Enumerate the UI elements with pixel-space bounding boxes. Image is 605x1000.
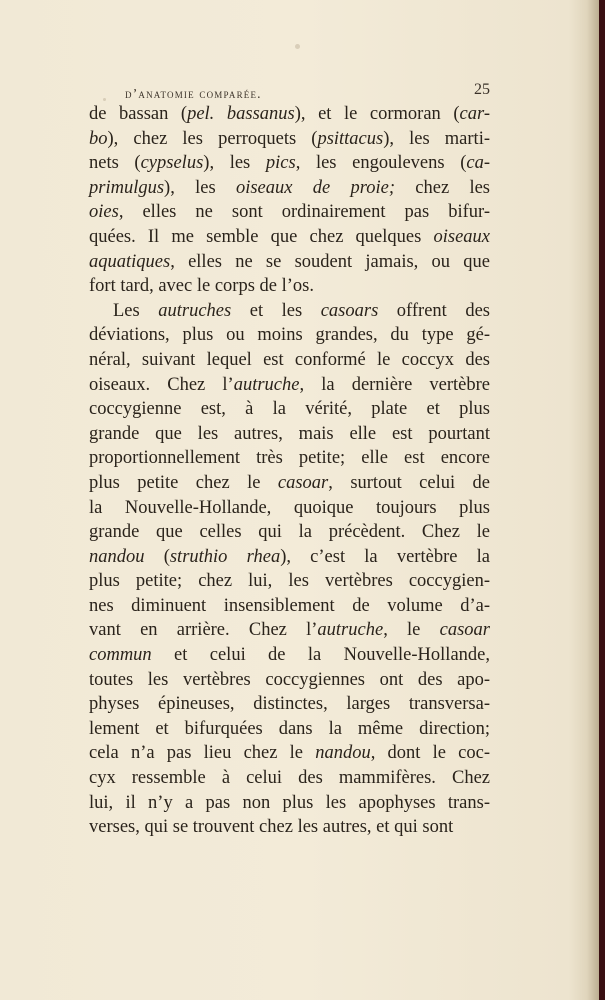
italic-text: oiseaux de proie;	[235, 177, 396, 198]
text-line	[89, 618, 490, 643]
text-run: chez les	[395, 177, 491, 198]
text-run: , surtout celui de	[328, 472, 490, 493]
text-run: oiseaux. Chez l’	[89, 374, 234, 395]
text-run: , elles ne sont ordinairement pas bifur-	[118, 202, 490, 223]
text-run: cela n’a pas lieu chez le	[89, 743, 316, 764]
text-line	[89, 127, 490, 152]
text-run: Les	[113, 300, 159, 321]
text-run: et celui de la Nouvelle-Hollande,	[151, 645, 490, 666]
text-run: toutes les vertèbres coccygiennes ont des apo-	[89, 669, 490, 690]
text-line	[89, 815, 490, 840]
text-run: physes épineuses, distinctes, larges transversa-	[89, 694, 490, 715]
body-text	[89, 102, 490, 840]
italic-text: car-	[459, 104, 490, 124]
text-run: ), c’est la vertèbre la	[280, 546, 490, 567]
italic-text: nandou	[315, 743, 371, 764]
text-run: (	[144, 546, 170, 567]
text-line	[89, 791, 490, 816]
text-run: vant en arrière. Chez l’	[89, 620, 318, 641]
running-title: d’anatomie comparée.	[125, 86, 262, 101]
italic-text: casoar	[439, 620, 490, 641]
text-run: cyx ressemble à celui des mammifères. Chez	[89, 768, 490, 789]
text-run: et les	[231, 300, 321, 321]
page-header	[89, 80, 490, 104]
italic-text: aquatiques	[89, 251, 171, 272]
text-run: ), les	[164, 177, 236, 198]
italic-text: autruche	[317, 620, 384, 641]
italic-text: nandou	[89, 546, 145, 567]
italic-text: bo	[89, 128, 108, 149]
text-line	[89, 496, 490, 521]
text-run: la Nouvelle-Hollande, quoique toujours plus	[89, 497, 490, 518]
text-line	[89, 225, 490, 250]
text-run: , la dernière vertèbre	[299, 374, 490, 395]
text-run: lement et bifurquées dans la même direction;	[89, 718, 490, 739]
italic-text: primulgus	[89, 177, 165, 198]
text-line	[89, 643, 490, 668]
text-line	[89, 422, 490, 447]
italic-text: ca-	[466, 153, 490, 174]
text-run: ), et le cormoran (	[294, 104, 460, 124]
text-run: de bassan (	[89, 104, 188, 124]
text-run: plus petite; chez lui, les vertèbres coccygien-	[89, 571, 490, 592]
italic-text: psittacus	[317, 128, 384, 149]
text-run: nets (	[89, 153, 141, 174]
page-number: 25	[474, 81, 490, 98]
page-edge	[599, 0, 605, 1000]
text-line	[89, 323, 490, 348]
text-line	[89, 741, 490, 766]
text-line	[89, 471, 490, 496]
italic-text: autruche	[233, 374, 300, 395]
italic-text: pel. bassanus	[187, 104, 295, 124]
text-line	[89, 446, 490, 471]
text-run: plus petite chez le	[89, 472, 278, 493]
text-run: proportionnellement très petite; elle est encore	[89, 448, 490, 469]
text-run: grande que celles qui la précèdent. Chez le	[89, 522, 490, 543]
text-run: , dont le coc-	[370, 743, 490, 764]
italic-text: struthio rhea	[169, 546, 281, 567]
text-line	[89, 176, 490, 201]
text-line	[89, 717, 490, 742]
text-run: verses, qui se trouvent chez les autres, et qui sont	[89, 817, 454, 838]
text-run: , elles ne se soudent jamais, ou que	[170, 251, 490, 272]
italic-text: commun	[89, 645, 152, 666]
italic-text: cypselus	[140, 153, 204, 174]
text-run: , le	[383, 620, 440, 641]
paper-stain	[295, 44, 300, 49]
text-run: quées. Il me semble que chez quelques	[89, 226, 434, 247]
text-line	[89, 397, 490, 422]
text-run: nes diminuent insensiblement de volume d’a-	[89, 595, 490, 616]
text-run: coccygienne est, à la vérité, plate et plus	[89, 399, 490, 420]
text-run: néral, suivant lequel est conformé le coccyx des	[89, 349, 490, 370]
text-line	[89, 520, 490, 545]
text-line	[89, 151, 490, 176]
text-line	[89, 569, 490, 594]
text-run: déviations, plus ou moins grandes, du type gé-	[89, 325, 490, 346]
text-line	[89, 274, 490, 299]
text-line	[89, 594, 490, 619]
text-run: offrent des	[378, 300, 490, 321]
italic-text: oiseaux	[433, 226, 490, 247]
text-run: grande que les autres, mais elle est pourtant	[89, 423, 490, 444]
text-run: lui, il n’y a pas non plus les apophyses trans-	[89, 792, 490, 813]
text-run: ), les	[203, 153, 266, 174]
text-line	[89, 766, 490, 791]
text-line	[89, 250, 490, 275]
italic-text: oies	[89, 202, 119, 223]
text-run: ), les marti-	[383, 128, 490, 149]
text-line	[89, 102, 490, 127]
italic-text: casoar	[277, 472, 329, 493]
text-line	[89, 545, 490, 570]
text-line	[89, 373, 490, 398]
text-run: fort tard, avec le corps de l’os.	[89, 276, 314, 297]
text-line	[89, 348, 490, 373]
italic-text: pics	[265, 153, 296, 174]
italic-text: autruches	[158, 300, 232, 321]
text-run: , les engoulevens (	[295, 153, 467, 174]
text-line	[89, 668, 490, 693]
text-run: ), chez les perroquets (	[107, 128, 318, 149]
text-line	[89, 692, 490, 717]
text-line	[89, 299, 490, 324]
italic-text: casoars	[320, 300, 379, 321]
text-line	[89, 200, 490, 225]
